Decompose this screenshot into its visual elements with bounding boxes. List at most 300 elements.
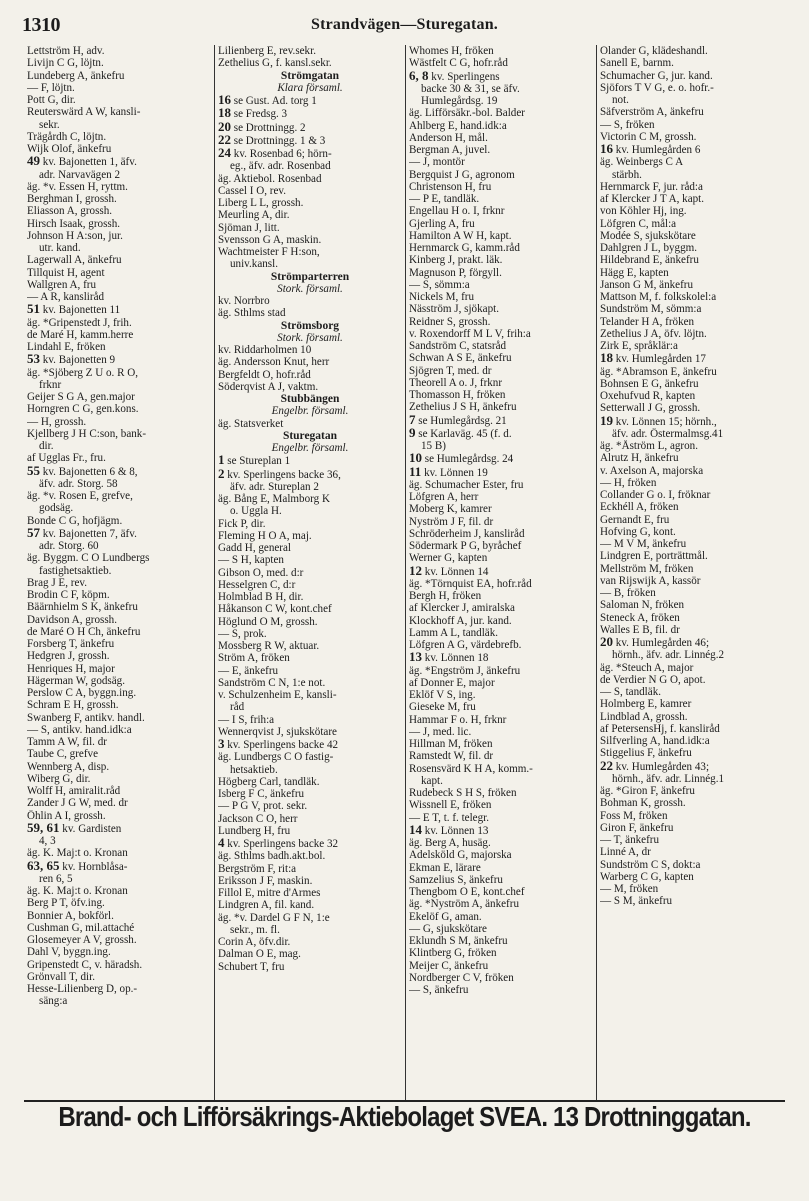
directory-entry <box>600 624 784 636</box>
directory-entry <box>600 747 784 759</box>
entry-text: Henriques H, major <box>27 662 115 675</box>
directory-entry <box>409 427 593 440</box>
directory-entry <box>409 144 593 156</box>
entry-text: Ekelöf G, aman. <box>409 910 482 923</box>
directory-entry <box>409 267 593 279</box>
directory-entry <box>27 329 211 341</box>
entry-text: dir. <box>39 440 54 452</box>
directory-entry <box>27 663 211 675</box>
entry-text: Dahl V, byggn.ing. <box>27 946 111 959</box>
directory-entry <box>600 82 784 94</box>
directory-entry <box>27 82 211 94</box>
entry-text: Ahlberg E, hand.idk:a <box>409 119 507 132</box>
entry-text: Isberg F C, änkefru <box>218 788 305 800</box>
directory-entry <box>409 132 593 144</box>
directory-entry <box>27 379 211 391</box>
entry-text: kv. Humlegården 46; <box>615 637 710 649</box>
parish-subheading <box>218 283 402 295</box>
directory-entry <box>27 540 211 552</box>
entry-text: Wijk Olof, änkefru <box>27 143 112 155</box>
directory-entry <box>27 303 211 316</box>
entry-text: Moberg K, kamrer <box>409 503 492 516</box>
directory-entry <box>218 628 402 640</box>
directory-entry <box>218 652 402 664</box>
directory-entry <box>27 45 211 57</box>
entry-text: Wallgren A, fru <box>27 278 97 291</box>
directory-column-4 <box>596 45 787 1100</box>
entry-text: Bergström F, rit:a <box>218 862 297 875</box>
house-number: 19 <box>600 414 613 428</box>
directory-entry <box>27 552 211 564</box>
entry-text: äg. Byggm. C O Lundbergs <box>27 552 150 565</box>
directory-entry <box>27 959 211 971</box>
entry-text: Ramstedt W, fil. dr <box>409 750 494 763</box>
entry-text: Christenson H, fru <box>409 180 492 193</box>
directory-entry <box>27 897 211 909</box>
directory-entry <box>409 452 593 465</box>
directory-entry <box>218 57 402 69</box>
directory-entry <box>600 205 784 217</box>
directory-entry <box>27 675 211 687</box>
entry-text: Säfverström A, änkefru <box>600 106 704 119</box>
directory-entry <box>600 143 784 156</box>
directory-entry <box>27 317 211 329</box>
directory-entry <box>27 193 211 205</box>
entry-text: äg. Statsverket <box>218 417 284 430</box>
entry-text: Grönvall T, dir. <box>27 970 95 983</box>
directory-entry <box>409 763 593 775</box>
directory-entry <box>27 699 211 711</box>
entry-text: Glosemeyer A V, grossh. <box>27 934 137 946</box>
entry-text: de Verdier N G O, apot. <box>600 673 706 686</box>
entry-text: Höglund O M, grossh. <box>218 615 318 628</box>
directory-entry <box>27 946 211 958</box>
directory-entry <box>600 526 784 538</box>
directory-entry <box>27 119 211 131</box>
entry-text: — B, fröken <box>600 587 656 599</box>
directory-entry <box>600 563 784 575</box>
entry-text: Söderqvist A J, vaktm. <box>218 380 319 393</box>
entry-text: Livijn C G, löjtn. <box>27 57 104 70</box>
entry-text: — E, änkefru <box>218 664 279 677</box>
entry-text: 4, 3 <box>39 835 56 847</box>
entry-text: Strömgatan <box>280 69 340 82</box>
entry-text: Wolff H, amiralit.råd <box>27 785 121 797</box>
house-number: 13 <box>409 651 422 665</box>
directory-entry <box>27 465 211 478</box>
entry-text: Ström A, fröken <box>218 652 290 665</box>
directory-entry <box>409 528 593 540</box>
entry-text: äfv. adr. Östermalmsg.41 <box>612 427 724 440</box>
directory-entry <box>409 540 593 552</box>
directory-entry <box>218 147 402 160</box>
house-number: 49 <box>27 155 40 169</box>
directory-entry <box>409 651 593 664</box>
entry-text: — M V M, änkefru <box>600 538 687 550</box>
directory-column-1 <box>24 45 214 1100</box>
directory-column-3 <box>405 45 596 1100</box>
entry-text: Samzelius S, änkefru <box>409 873 503 886</box>
directory-entry <box>218 209 402 221</box>
directory-entry <box>27 452 211 464</box>
entry-text: Olander G, klädeshandl. <box>600 45 708 57</box>
entry-text: Zander J G W, med. dr <box>27 797 128 810</box>
entry-text: Wennberg A, disp. <box>27 760 110 773</box>
directory-entry <box>600 649 784 661</box>
entry-text: Collander G o. I, fröknar <box>600 489 711 501</box>
entry-text: Nordberger C V, fröken <box>409 971 514 984</box>
directory-entry <box>27 614 211 626</box>
directory-entry <box>409 377 593 389</box>
entry-text: Geijer S G A, gen.major <box>27 391 135 403</box>
entry-text: Ekman E, lärare <box>409 861 481 874</box>
directory-entry <box>409 615 593 627</box>
directory-entry <box>27 847 211 859</box>
directory-entry <box>218 837 402 850</box>
directory-entry <box>218 961 402 973</box>
directory-entry <box>27 94 211 106</box>
entry-text: adr. Storg. 60 <box>39 540 99 552</box>
entry-text: Gibson O, med. d:r <box>218 566 304 579</box>
entry-text: von Köhler Hj, ing. <box>600 205 687 218</box>
directory-entry <box>27 143 211 155</box>
entry-text: Mellström M, fröken <box>600 562 694 575</box>
directory-entry <box>600 514 784 526</box>
entry-text: Löfgren A, herr <box>409 491 479 503</box>
directory-entry <box>600 218 784 230</box>
entry-text: äg. *Törnquist EA, hofr.råd <box>409 577 532 590</box>
directory-entry <box>600 711 784 723</box>
house-number: 3 <box>218 738 225 751</box>
directory-entry <box>600 119 784 131</box>
entry-text: — I S, frih:a <box>218 713 275 726</box>
entry-text: äg. *v. Rosen E, grefve, <box>27 490 133 502</box>
directory-entry <box>218 481 402 493</box>
entry-text: Thengbom O E, kont.chef <box>409 886 525 898</box>
entry-text: Löfgren A G, värdebrefb. <box>409 639 522 651</box>
entry-text: äg. K. Maj:t o. Kronan <box>27 847 128 860</box>
entry-text: Lilienberg E, rev.sekr. <box>218 45 316 57</box>
entry-text: kv. Humlegården 17 <box>615 353 706 366</box>
directory-entry <box>409 960 593 972</box>
parish-subheading <box>218 82 402 94</box>
entry-text: Näsström J, sjökapt. <box>409 303 499 316</box>
directory-entry <box>218 344 402 356</box>
entry-text: Södermark P G, byråchef <box>409 540 522 552</box>
directory-entry <box>218 381 402 393</box>
entry-text: Oxehufvud R, kapten <box>600 390 696 402</box>
entry-text: Tillquist H, agent <box>27 266 105 279</box>
entry-text: Lundberg H, fru <box>218 824 291 837</box>
street-heading <box>218 271 402 283</box>
entry-text: kv. Lönnen 14 <box>424 565 489 578</box>
directory-entry <box>409 552 593 564</box>
entry-text: se Karlaväg. 45 (f. d. <box>418 427 512 440</box>
entry-text: Corin A, öfv.dir. <box>218 936 291 948</box>
entry-text: Swanberg F, antikv. handl. <box>27 711 145 724</box>
directory-entry <box>409 911 593 923</box>
entry-text: Klintberg G, fröken <box>409 947 497 960</box>
directory-entry <box>600 279 784 291</box>
directory-entry <box>600 465 784 477</box>
entry-text: Brag J E, rev. <box>27 576 87 589</box>
entry-text: Humlegårdsg. 19 <box>421 95 498 107</box>
entry-text: Lindgren A, fil. kand. <box>218 899 315 912</box>
entry-text: Engelbr. församl. <box>271 442 349 454</box>
entry-text: Sanell E, barnm. <box>600 57 674 70</box>
entry-text: — F, löjtn. <box>27 81 75 94</box>
directory-entry <box>27 565 211 577</box>
entry-text: äg. Aktiebol. Rosenbad <box>218 172 322 185</box>
entry-text: hörnh., äfv. adr. Linnég.1 <box>612 772 725 785</box>
entry-text: kv. Sperlingens backe 36, <box>227 468 341 481</box>
directory-entry <box>409 181 593 193</box>
entry-text: 15 B) <box>421 440 446 452</box>
entry-text: kv. Bajonetten 1, äfv. <box>42 156 137 169</box>
entry-text: Löfgren C, mål:a <box>600 217 677 230</box>
entry-text: Hesse-Lilienberg D, op.- <box>27 983 138 995</box>
house-number: 22 <box>218 133 231 147</box>
directory-entry <box>27 810 211 822</box>
directory-entry <box>409 328 593 340</box>
directory-entry <box>218 701 402 713</box>
directory-entry <box>27 577 211 589</box>
directory-entry <box>409 935 593 947</box>
entry-text: sekr., m. fl. <box>230 923 280 936</box>
directory-entry <box>600 352 784 365</box>
directory-entry <box>218 567 402 579</box>
directory-entry <box>409 242 593 254</box>
directory-entry <box>600 390 784 402</box>
entry-text: kapt. <box>421 774 443 787</box>
entry-text: — H, fröken <box>600 476 657 489</box>
entry-text: Stork. församl. <box>277 282 343 295</box>
parish-subheading <box>218 442 402 454</box>
directory-entry <box>409 45 593 57</box>
directory-entry <box>600 760 784 773</box>
directory-entry <box>218 307 402 319</box>
directory-entry <box>27 267 211 279</box>
directory-entry <box>218 454 402 467</box>
entry-text: Sjögren T, med. dr <box>409 364 492 377</box>
directory-entry <box>27 155 211 168</box>
directory-entry <box>600 452 784 464</box>
entry-text: Dahlgren J L, byggm. <box>600 242 698 254</box>
entry-text: Horngren C G, gen.kons. <box>27 403 139 416</box>
entry-text: Fick P, dir. <box>218 517 266 530</box>
entry-text: Kjellberg J H C:son, bank- <box>27 427 147 440</box>
directory-entry <box>409 169 593 181</box>
directory-entry <box>409 230 593 242</box>
directory-entry <box>27 910 211 922</box>
entry-text: Nyström J F, fil. dr <box>409 515 494 528</box>
directory-entry <box>27 230 211 242</box>
directory-entry <box>409 689 593 701</box>
entry-text: — A R, kansliråd <box>27 291 105 303</box>
directory-entry <box>218 677 402 689</box>
directory-entry <box>27 995 211 1007</box>
directory-entry <box>27 353 211 366</box>
entry-text: Sjöfors T V G, e. o. hofr.- <box>600 81 714 94</box>
entry-text: Berg P T, öfv.ing. <box>27 897 105 910</box>
directory-entry <box>600 131 784 143</box>
directory-entry <box>409 83 593 95</box>
entry-text: Stubbängen <box>280 393 340 405</box>
directory-entry <box>600 328 784 340</box>
directory-entry <box>600 538 784 550</box>
directory-entry <box>218 936 402 948</box>
directory-entry <box>218 94 402 107</box>
entry-text: Engellau H o. I, frknr <box>409 205 505 218</box>
entry-text: Meijer C, änkefru <box>409 959 489 972</box>
directory-entry <box>218 875 402 887</box>
directory-entry <box>409 812 593 824</box>
directory-entry <box>218 665 402 677</box>
entry-text: Theorell A o. J, frknr <box>409 376 503 389</box>
entry-text: Strömsborg <box>280 319 340 332</box>
directory-entry <box>218 121 402 134</box>
directory-entry <box>409 824 593 837</box>
directory-entry <box>600 895 784 907</box>
entry-text: Reidner S, grossh. <box>409 315 491 328</box>
directory-entry <box>409 254 593 266</box>
directory-entry <box>27 367 211 379</box>
entry-text: se Humlegårdsg. 21 <box>418 414 507 427</box>
directory-entry <box>218 134 402 147</box>
house-number: 24 <box>218 147 231 160</box>
entry-text: — S, änkefru <box>409 984 469 996</box>
directory-entry <box>409 389 593 401</box>
directory-entry <box>409 972 593 984</box>
directory-entry <box>27 773 211 785</box>
directory-entry <box>600 883 784 895</box>
directory-entry <box>600 871 784 883</box>
entry-text: Zirk E, språklär:a <box>600 340 678 352</box>
entry-text: Sandström C N, 1:e not. <box>218 676 326 689</box>
entry-text: Öhlin A I, grossh. <box>27 809 106 822</box>
directory-entry <box>409 726 593 738</box>
directory-entry <box>27 106 211 118</box>
directory-entry <box>218 493 402 505</box>
directory-entry <box>218 505 402 517</box>
directory-entry <box>27 712 211 724</box>
entry-text: se Humlegårdsg. 24 <box>424 453 514 466</box>
entry-text: af Ugglas Fr., fru. <box>27 452 106 465</box>
directory-entry <box>409 750 593 762</box>
directory-entry <box>27 835 211 847</box>
entry-text: äfv. adr. Storg. 58 <box>39 477 118 490</box>
entry-text: utr. kand. <box>39 242 81 254</box>
directory-entry <box>409 984 593 996</box>
entry-text: äg. Bång E, Malmborg K <box>218 493 330 505</box>
entry-text: äfv. adr. Stureplan 2 <box>230 480 319 493</box>
directory-entry <box>27 822 211 835</box>
entry-text: Lundeberg A, änkefru <box>27 69 125 82</box>
directory-entry <box>600 316 784 328</box>
directory-entry <box>409 491 593 503</box>
directory-entry <box>218 45 402 57</box>
entry-text: kv. Norrbro <box>218 295 270 307</box>
entry-text: v. Roxendorff M L V, frih:a <box>409 327 531 340</box>
entry-text: van Rijswijk A, kassör <box>600 574 701 587</box>
directory-entry <box>218 726 402 738</box>
entry-text: Engelbr. församl. <box>271 405 349 418</box>
directory-entry <box>218 689 402 701</box>
entry-text: Gadd H, general <box>218 542 292 554</box>
entry-text: Reuterswärd A W, kansli- <box>27 106 141 119</box>
directory-entry <box>218 948 402 960</box>
entry-text: Sundström M, sömm:a <box>600 303 702 316</box>
entry-text: Klockhoff A, jur. kand. <box>409 614 512 627</box>
directory-entry <box>600 477 784 489</box>
directory-entry <box>409 799 593 811</box>
directory-entry <box>409 738 593 750</box>
entry-text: äg. *v. Essen H, ryttm. <box>27 180 128 193</box>
directory-entry <box>218 813 402 825</box>
directory-entry <box>27 797 211 809</box>
directory-entry <box>218 542 402 554</box>
parish-subheading <box>218 405 402 417</box>
street-heading <box>218 393 402 405</box>
entry-text: Whomes H, fröken <box>409 45 494 57</box>
directory-entry <box>27 736 211 748</box>
entry-text: Hammar F o. H, frknr <box>409 713 507 726</box>
directory-entry <box>218 899 402 911</box>
entry-text: adr. Narvavägen 2 <box>39 168 121 181</box>
page-header <box>22 14 787 38</box>
entry-text: kv. Lönnen 18 <box>424 652 489 665</box>
entry-text: Dalman O E, mag. <box>218 948 301 961</box>
entry-text: Saloman N, fröken <box>600 599 685 612</box>
entry-text: Zethelius J S H, änkefru <box>409 401 517 414</box>
entry-text: Zethelius J A, öfv. löjtn. <box>600 327 707 340</box>
entry-text: — S M, änkefru <box>600 895 673 908</box>
directory-entry <box>600 575 784 587</box>
directory-entry <box>218 616 402 628</box>
entry-text: Gjerling A, fru <box>409 217 475 230</box>
entry-text: Cushman G, mil.attaché <box>27 921 135 934</box>
entry-text: Stork. församl. <box>277 331 343 344</box>
directory-entry <box>409 365 593 377</box>
running-title: Strandvägen—Sturegatan. <box>311 16 498 33</box>
page-number: 1310 <box>22 14 60 36</box>
entry-text: — T, änkefru <box>600 834 660 846</box>
house-number: 7 <box>409 413 416 427</box>
house-number: 57 <box>27 526 40 540</box>
directory-entry <box>600 428 784 440</box>
entry-text: kv. Humlegården 43; <box>615 760 710 773</box>
entry-text: äg. *Steuch A, major <box>600 661 694 674</box>
directory-entry <box>409 193 593 205</box>
directory-entry <box>600 70 784 82</box>
entry-text: kv. Bajonetten 6 & 8, <box>42 465 138 478</box>
entry-text: Hedgren J, grossh. <box>27 650 110 663</box>
entry-text: kv. Riddarholmen 10 <box>218 344 312 356</box>
entry-text: Rosensvärd K H A, komm.- <box>409 762 533 775</box>
entry-text: Bergh H, fröken <box>409 590 482 602</box>
entry-text: råd <box>230 701 245 714</box>
directory-entry <box>600 415 784 428</box>
entry-text: äg. *Giron F, änkefru <box>600 785 695 797</box>
entry-text: Klara församl. <box>277 81 343 94</box>
entry-text: Telander H A, fröken <box>600 315 695 328</box>
entry-text: Rudebeck S H S, fröken <box>409 787 517 799</box>
entry-text: sekr. <box>39 118 60 131</box>
entry-text: Tamm A W, fil. dr <box>27 736 107 748</box>
directory-entry <box>409 874 593 886</box>
directory-entry <box>27 478 211 490</box>
house-number: 63, 65 <box>27 859 60 873</box>
